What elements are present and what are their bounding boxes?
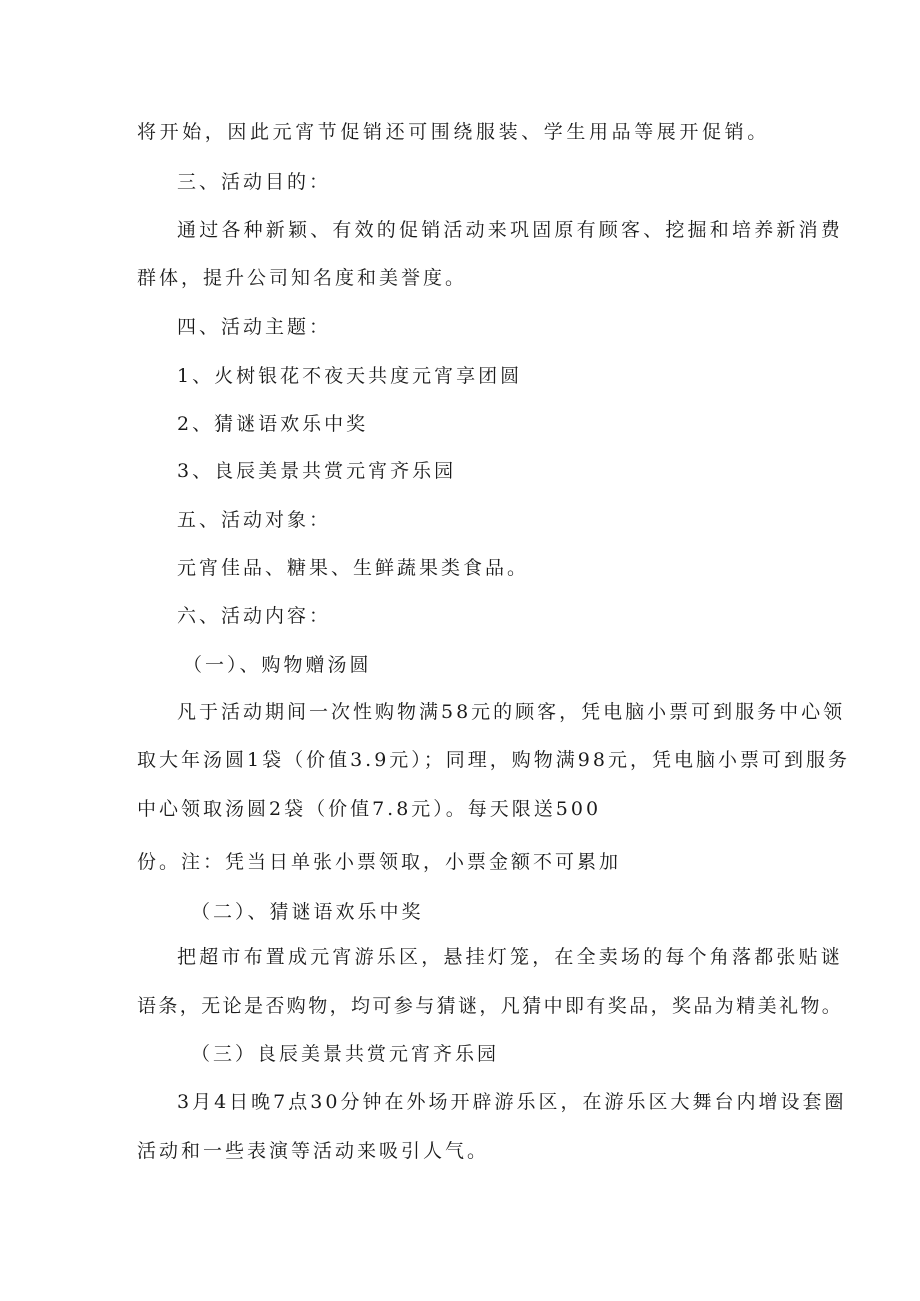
- paragraph-line: 中心领取汤圆2袋（价值7.8元）。每天限送500: [137, 798, 602, 820]
- section-heading: 四、活动主题：: [177, 316, 332, 338]
- paragraph-line: 3月4日晚7点30分钟在外场开辟游乐区，在游乐区大舞台内增设套圈: [177, 1091, 847, 1113]
- subsection-heading: （三）良辰美景共赏元宵齐乐园: [191, 1043, 500, 1065]
- section-heading: 六、活动内容：: [177, 605, 332, 627]
- paragraph-line: 把超市布置成元宵游乐区，悬挂灯笼，在全卖场的每个角落都张贴谜: [177, 946, 844, 968]
- paragraph-line: 活动和一些表演等活动来吸引人气。: [137, 1140, 490, 1162]
- subsection-heading: （二）、猜谜语欢乐中奖: [191, 901, 424, 923]
- subsection-heading: （一）、购物赠汤圆: [183, 654, 372, 676]
- paragraph-line: 通过各种新颖、有效的促销活动来巩固原有顾客、挖掘和培养新消费: [177, 219, 844, 241]
- paragraph-line: 份。注：凭当日单张小票领取，小票金额不可累加: [137, 851, 622, 873]
- paragraph-line: 将开始，因此元宵节促销还可围绕服装、学生用品等展开促销。: [137, 121, 770, 143]
- paragraph-line: 元宵佳品、糖果、生鲜蔬果类食品。: [177, 557, 530, 579]
- paragraph-line: 取大年汤圆1袋（价值3.9元）；同理，购物满98元，凭电脑小票可到服务: [137, 749, 850, 771]
- section-heading: 五、活动对象：: [177, 509, 332, 531]
- list-item: 1、火树银花不夜天共度元宵享团圆: [177, 365, 523, 387]
- list-item: 2、猜谜语欢乐中奖: [177, 413, 369, 435]
- list-item: 3、良辰美景共赏元宵齐乐园: [177, 460, 457, 482]
- paragraph-line: 凡于活动期间一次性购物满58元的顾客，凭电脑小票可到服务中心领: [177, 701, 846, 723]
- section-heading: 三、活动目的：: [177, 171, 332, 193]
- paragraph-line: 语条，无论是否购物，均可参与猜谜，凡猜中即有奖品，奖品为精美礼物。: [137, 995, 844, 1017]
- paragraph-line: 群体，提升公司知名度和美誉度。: [137, 267, 468, 289]
